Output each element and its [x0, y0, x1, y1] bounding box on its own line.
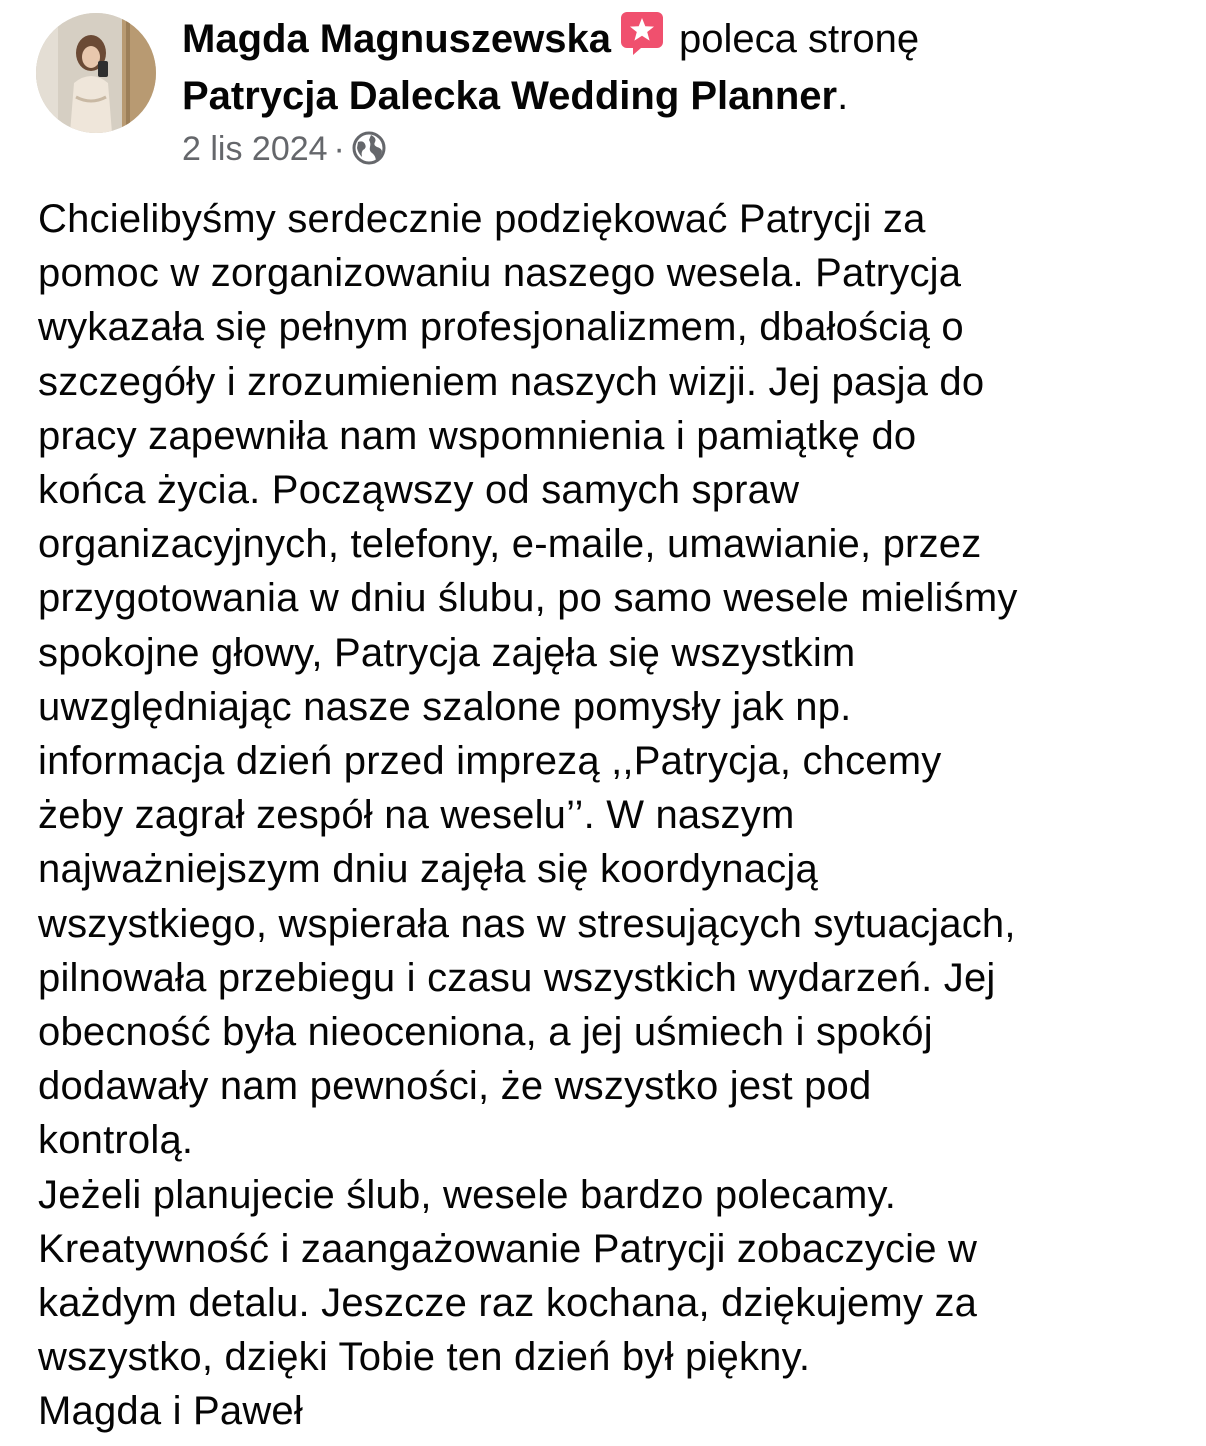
- body-line: wszystkiego, wspierała nas w stresujących sytuacjach,: [38, 901, 1016, 946]
- body-line: wszystko, dzięki Tobie ten dzień był piękny.: [38, 1335, 811, 1380]
- body-line: wykazała się pełnym profesjonalizmem, dbałością o: [38, 305, 964, 350]
- action-text: poleca stronę: [679, 17, 920, 61]
- author-name[interactable]: Magda Magnuszewska: [182, 17, 612, 61]
- post-body: [38, 192, 1188, 1439]
- body-line: szczegóły i zrozumieniem naszych wizji. Jej pasja do: [38, 359, 985, 404]
- body-line: dodawały nam pewności, że wszystko jest pod: [38, 1064, 872, 1109]
- body-line: spokojne głowy, Patrycja zajęła się wszystkim: [38, 630, 856, 675]
- body-line: obecność była nieoceniona, a jej uśmiech i spokój: [38, 1010, 933, 1055]
- post-meta: [182, 127, 1182, 171]
- body-line: Jeżeli planujecie ślub, wesele bardzo polecamy.: [38, 1172, 897, 1217]
- page-name-link[interactable]: Patrycja Dalecka Wedding Planner: [182, 74, 838, 118]
- body-line: pracy zapewniła nam wspomnienia i pamiątkę do: [38, 413, 917, 458]
- body-line: najważniejszym dniu zajęła się koordynacją: [38, 847, 818, 892]
- body-line: żeby zagrał zespół na weselu’’. W naszym: [38, 793, 795, 838]
- meta-separator: ·: [333, 130, 345, 168]
- body-line: organizacyjnych, telefony, e-maile, umawianie, przez: [38, 522, 982, 567]
- body-line: uwzględniając nasze szalone pomysły jak np.: [38, 684, 852, 729]
- page-line: [182, 67, 1182, 125]
- body-line: każdym detalu. Jeszcze raz kochana, dziękujemy za: [38, 1281, 978, 1326]
- page-suffix: .: [837, 74, 849, 118]
- post-header: [182, 10, 1182, 171]
- avatar[interactable]: [36, 13, 156, 133]
- body-line: pilnowała przebiegu i czasu wszystkich wydarzeń. Jej: [38, 955, 996, 1000]
- globe-icon[interactable]: [351, 130, 387, 166]
- body-line: końca życia. Począwszy od samych spraw: [38, 468, 800, 513]
- body-line: pomoc w zorganizowaniu naszego wesela. Patrycja: [38, 251, 962, 296]
- body-line: kontrolą.: [38, 1118, 194, 1163]
- body-line: przygotowania w dniu ślubu, po samo wesele mieliśmy: [38, 576, 1018, 621]
- body-line: Chcielibyśmy serdecznie podziękować Patrycji za: [38, 197, 926, 241]
- body-line: informacja dzień przed imprezą ,,Patrycja, chcemy: [38, 739, 942, 784]
- post-date[interactable]: 2 lis 2024: [182, 130, 328, 168]
- header-line: [182, 10, 1182, 67]
- body-line: Magda i Paweł: [38, 1389, 303, 1434]
- body-line: Kreatywność i zaangażowanie Patrycji zobaczycie w: [38, 1226, 978, 1271]
- avatar-photo: [36, 13, 156, 133]
- recommendation-star-icon: [619, 10, 665, 56]
